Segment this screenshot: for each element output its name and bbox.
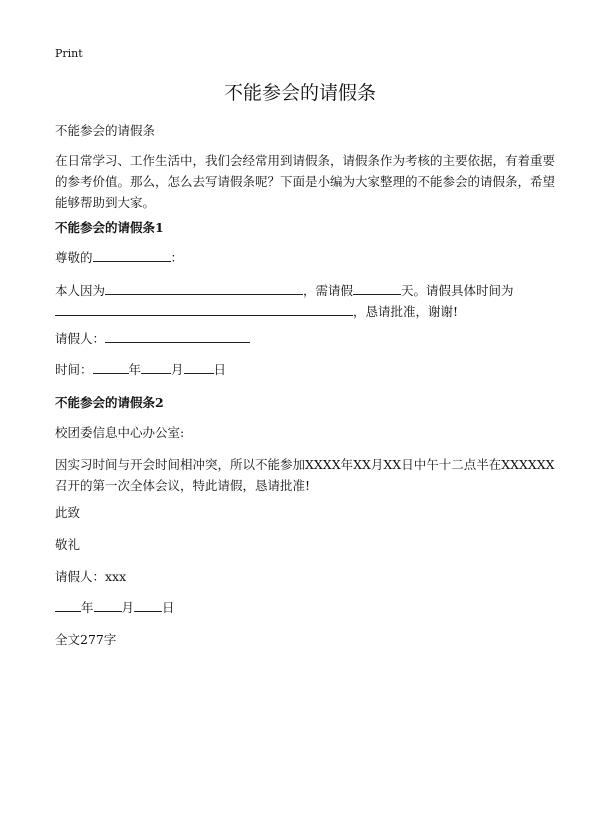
time-range-blank (55, 301, 353, 316)
month-blank-2 (94, 597, 122, 612)
year-label-2: 年 (81, 600, 94, 615)
year-label: 年 (128, 362, 142, 377)
salutation-text: 尊敬的 (55, 250, 93, 265)
signer-blank (105, 328, 250, 343)
day-blank-2 (134, 597, 162, 612)
day-label: 日 (213, 362, 227, 377)
sample2-body: 因实习时间与开会时间相冲突，所以不能参加XXXX年XX月XX日中午十二点半在XXXXXX召开的第一次全体会议，特此请假，恳请批准! (55, 457, 555, 493)
year-blank (93, 359, 129, 374)
days-blank (353, 280, 401, 295)
month-blank (141, 359, 171, 374)
signer-label: 请假人： (55, 331, 106, 346)
sample2-closing-2: 敬礼 (55, 537, 81, 552)
word-count: 全文277字 (55, 632, 117, 647)
body-reason-label: 本人因为 (55, 283, 106, 298)
intro-paragraph: 在日常学习、工作生活中，我们会经常用到请假条，请假条作为考核的主要依据，有着重要的参考价值。那么，怎么去写请假条呢？下面是小编为大家整理的不能参会的请假条，希望能够帮助到大家。 (55, 153, 556, 210)
sample2-recipient: 校团委信息中心办公室: (55, 425, 185, 440)
sample1-salutation-line (55, 247, 555, 268)
sample2-signer: 请假人：xxx (55, 569, 127, 584)
intro-subtitle: 不能参会的请假条 (55, 123, 156, 138)
salutation-end: ： (170, 250, 184, 265)
month-label: 月 (171, 362, 184, 377)
time-label: 时间： (55, 362, 93, 377)
sample1-body (55, 280, 555, 322)
sample2-heading: 不能参会的请假条2 (55, 395, 164, 410)
day-blank (184, 359, 214, 374)
sample2-date-line (55, 597, 555, 618)
body-time-label: 天。请假具体时间为 (401, 283, 514, 298)
month-label-2: 月 (121, 600, 135, 615)
day-label-2: 日 (162, 600, 175, 615)
body-approval: ，恳请批准，谢谢! (353, 304, 459, 319)
reason-blank (105, 280, 303, 295)
sample1-heading: 不能参会的请假条1 (55, 220, 164, 235)
sample1-time-line (55, 359, 555, 380)
recipient-blank (93, 247, 171, 262)
year-blank-2 (55, 597, 81, 612)
document-title: 不能参会的请假条 (223, 82, 376, 104)
sample2-closing-1: 此致 (55, 505, 81, 520)
sample1-signer-line (55, 328, 555, 349)
print-label[interactable]: Print (55, 47, 83, 60)
body-days-label: ，需请假 (303, 283, 354, 298)
